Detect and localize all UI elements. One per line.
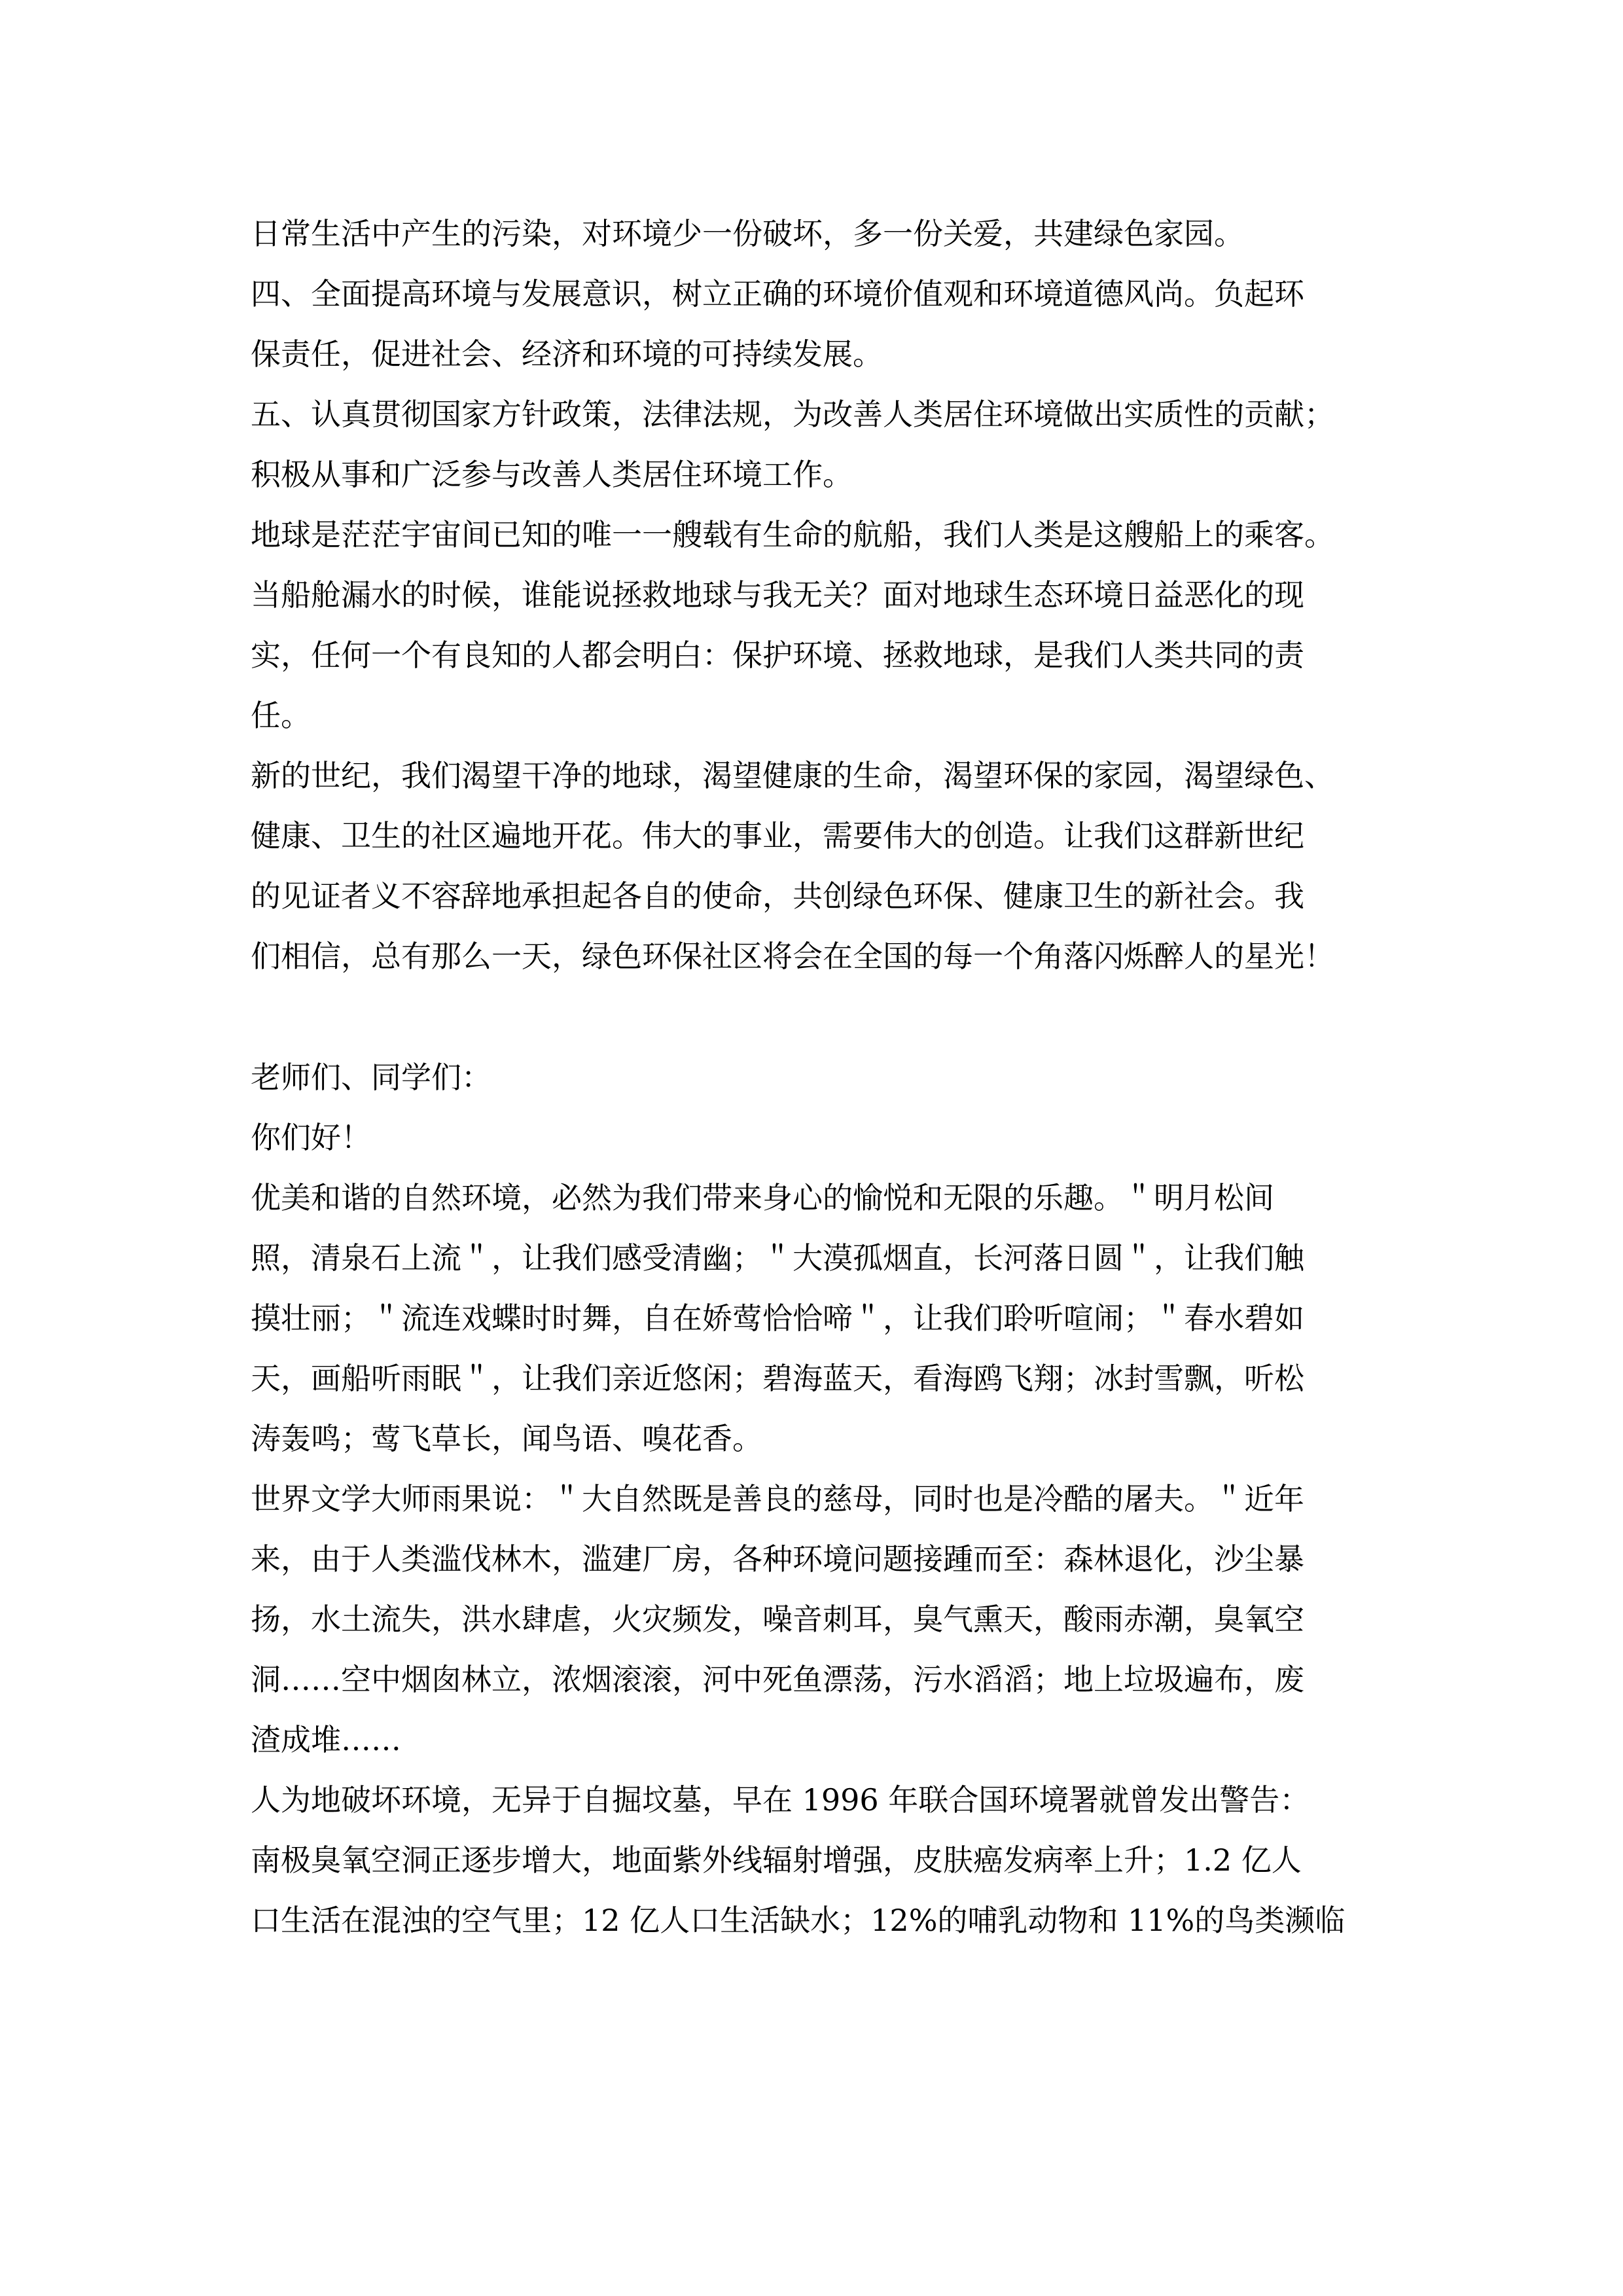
text-line: 摸壮丽；＂流连戏蝶时时舞，自在娇莺恰恰啼＂，让我们聆听喧闹；＂春水碧如: [251, 1300, 1304, 1336]
text-line: 涛轰鸣；莺飞草长，闻鸟语、嗅花香。: [251, 1421, 762, 1456]
text-line: 天，画船听雨眠＂，让我们亲近悠闲；碧海蓝天，看海鸥飞翔；冰封雪飘，听松: [251, 1361, 1304, 1396]
text-line: 们相信，总有那么一天，绿色环保社区将会在全国的每一个角落闪烁醉人的星光！: [251, 939, 1334, 974]
text-line: 积极从事和广泛参与改善人类居住环境工作。: [251, 457, 853, 492]
text-line: 日常生活中产生的污染，对环境少一份破坏，多一份关爱，共建绿色家园。: [251, 216, 1244, 251]
greeting: 你们好！: [251, 1120, 371, 1155]
text-line: 渣成堆……: [251, 1722, 401, 1757]
text-line: 新的世纪，我们渴望干净的地球，渴望健康的生命，渴望环保的家园，渴望绿色、: [251, 758, 1334, 793]
text-line: 照，清泉石上流＂，让我们感受清幽；＂大漠孤烟直，长河落日圆＂，让我们触: [251, 1240, 1304, 1276]
text-line: 实，任何一个有良知的人都会明白：保护环境、拯救地球，是我们人类共同的责: [251, 637, 1304, 673]
text-line: 任。: [251, 698, 311, 733]
text-line: 当船舱漏水的时候，谁能说拯救地球与我无关？面对地球生态环境日益恶化的现: [251, 577, 1304, 613]
text-line: 口生活在混浊的空气里；12 亿人口生活缺水；12%的哺乳动物和 11%的鸟类濒临: [251, 1903, 1346, 1938]
salutation: 老师们、同学们：: [251, 1060, 491, 1095]
text-line: 地球是茫茫宇宙间已知的唯一一艘载有生命的航船，我们人类是这艘船上的乘客。: [251, 517, 1334, 552]
text-line: 扬，水土流失，洪水肆虐，火灾频发，噪音刺耳，臭气熏天，酸雨赤潮，臭氧空: [251, 1602, 1304, 1637]
text-line: 保责任，促进社会、经济和环境的可持续发展。: [251, 336, 883, 372]
text-line: 的见证者义不容辞地承担起各自的使命，共创绿色环保、健康卫生的新社会。我: [251, 878, 1304, 914]
text-line: 健康、卫生的社区遍地开花。伟大的事业，需要伟大的创造。让我们这群新世纪: [251, 818, 1304, 853]
text-line: 四、全面提高环境与发展意识，树立正确的环境价值观和环境道德风尚。负起环: [251, 276, 1304, 312]
text-line: 洞……空中烟囱林立，浓烟滚滚，河中死鱼漂荡，污水滔滔；地上垃圾遍布，废: [251, 1662, 1304, 1697]
text-line: 来，由于人类滥伐林木，滥建厂房，各种环境问题接踵而至：森林退化，沙尘暴: [251, 1541, 1304, 1577]
text-line: 人为地破坏环境，无异于自掘坟墓，早在 1996 年联合国环境署就曾发出警告：: [251, 1782, 1310, 1818]
text-line: 世界文学大师雨果说：＂大自然既是善良的慈母，同时也是冷酷的屠夫。＂近年: [251, 1481, 1304, 1516]
text-line: 南极臭氧空洞正逐步增大，地面紫外线辐射增强，皮肤癌发病率上升；1.2 亿人: [251, 1842, 1302, 1878]
text-line: 优美和谐的自然环境，必然为我们带来身心的愉悦和无限的乐趣。＂明月松间: [251, 1180, 1274, 1215]
text-line: 五、认真贯彻国家方针政策，法律法规，为改善人类居住环境做出实质性的贡献；: [251, 397, 1334, 432]
